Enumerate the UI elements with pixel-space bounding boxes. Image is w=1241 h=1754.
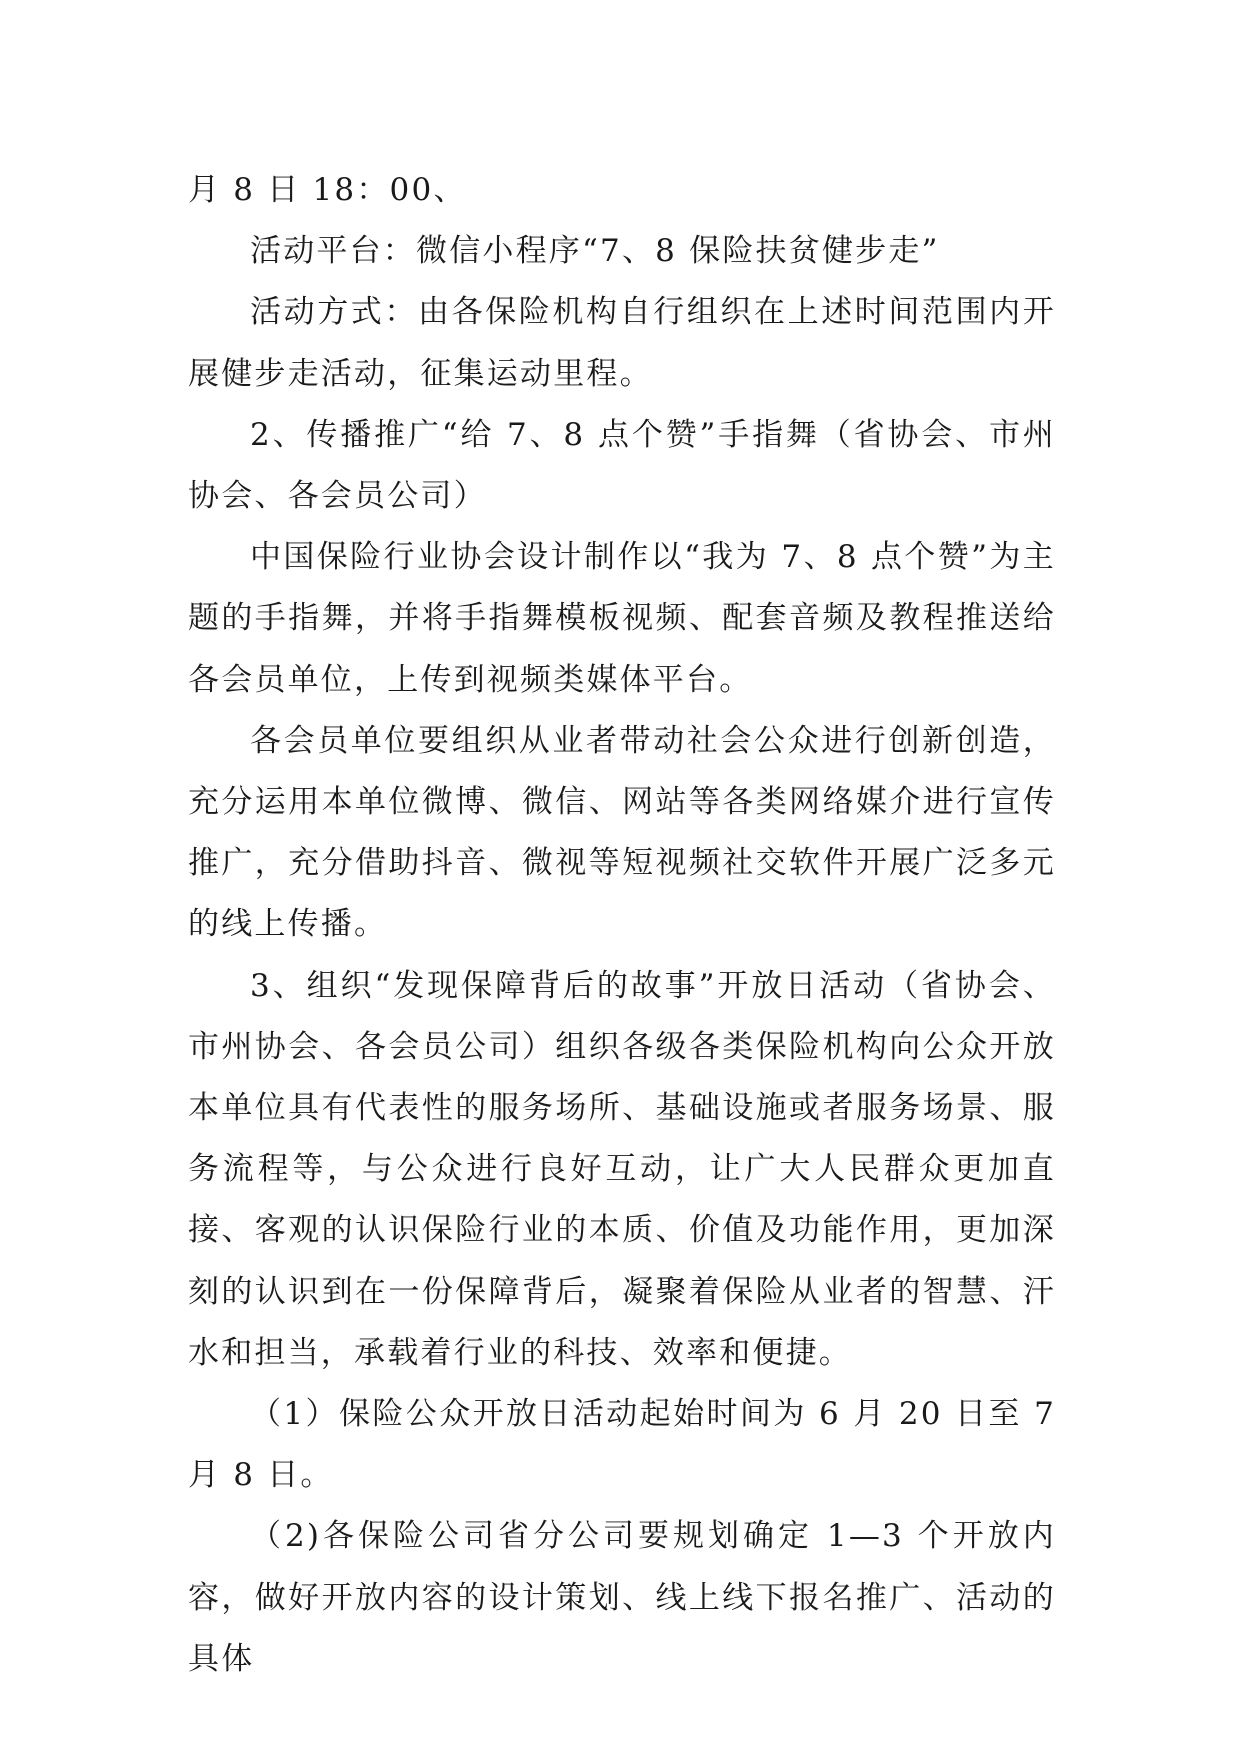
paragraph-activity-method: 活动方式：由各保险机构自行组织在上述时间范围内开展健步走活动，征集运动里程。 xyxy=(188,294,1056,392)
paragraph-member-promotion: 各会员单位要组织从业者带动社会公众进行创新创造，充分运用本单位微博、微信、网站等各类网络媒介进行宣传推广，充分借助抖音、微视等短视频社交软件开展广泛多元的线上传播。 xyxy=(188,722,1056,943)
paragraph-activity-platform: 活动平台：微信小程序“7、8 保险扶贫健步走” xyxy=(250,233,940,270)
paragraph-item-2-heading: 2、传播推广“给 7、8 点个赞”手指舞（省协会、市州协会、各会员公司） xyxy=(188,416,1056,515)
document-body xyxy=(188,160,1056,1690)
paragraph-open-content-planning: （2)各保险公司省分公司要规划确定 1—3 个开放内容，做好开放内容的设计策划、线上线下报名推广、活动的具体 xyxy=(188,1518,1056,1677)
paragraph-item-3-open-day: 3、组织“发现保障背后的故事”开放日活动（省协会、市州协会、各会员公司）组织各级各类保险机构向公众开放本单位具有代表性的服务场所、基础设施或者服务场景、服务流程等，与公众进行良好互动，让广大人民群众更加直接、客观的认识保险行业的本质、价值及功能作用，更加深刻的认识到在一份保障背后，凝聚着保险从业者的智慧、汗水和担当，承载着行业的科技、效率和便捷。 xyxy=(188,967,1056,1371)
paragraph-open-day-dates: （1）保险公众开放日活动起始时间为 6 月 20 日至 7 月 8 日。 xyxy=(188,1396,1056,1494)
paragraph-finger-dance-design: 中国保险行业协会设计制作以“我为 7、8 点个赞”为主题的手指舞，并将手指舞模板视频、配套音频及教程推送给各会员单位，上传到视频类媒体平台。 xyxy=(188,539,1056,698)
paragraph-date-continuation: 月 8 日 18：00、 xyxy=(188,172,467,208)
